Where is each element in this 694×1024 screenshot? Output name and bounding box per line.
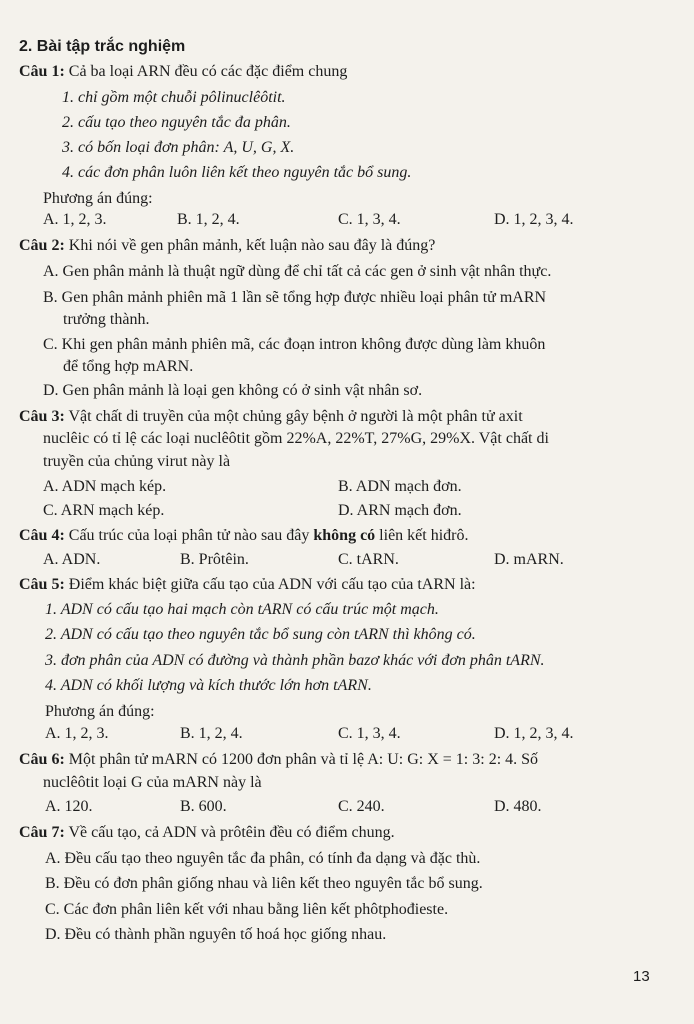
q6-option-a: A. 120.: [45, 798, 93, 815]
q1-answer-label: Phương án đúng:: [43, 190, 153, 207]
q5-statement-4: 4. ADN có khối lượng và kích thước lớn hơn tARN.: [45, 677, 372, 694]
q4-option-c: C. tARN.: [338, 551, 399, 568]
question-3-line-2: nuclêic có tỉ lệ các loại nuclêôtit gồm 22%A, 22%T, 27%G, 29%X. Vật chất di: [43, 430, 549, 447]
question-3: [19, 407, 523, 427]
question-4-text-after: liên kết hiđrô.: [379, 527, 469, 544]
question-4-label: Câu 4:: [19, 527, 65, 544]
q5-statement-1: 1. ADN có cấu tạo hai mạch còn tARN có cấu trúc một mạch.: [45, 601, 439, 618]
question-2-text: Khi nói về gen phân mảnh, kết luận nào sau đây là đúng?: [68, 237, 436, 254]
q5-option-d: D. 1, 2, 3, 4.: [494, 725, 574, 742]
question-4: [19, 526, 468, 546]
question-6-line-1: Một phân tử mARN có 1200 đơn phân và tỉ lệ A: U: G: X = 1: 3: 2: 4. Số: [68, 751, 539, 768]
q1-option-c: C. 1, 3, 4.: [338, 211, 401, 228]
q2-option-b: B. Gen phân mảnh phiên mã 1 lần sẽ tổng hợp được nhiều loại phân tử mARN: [43, 289, 547, 306]
question-4-text-bold: không có: [313, 527, 376, 544]
question-3-line-1: Vật chất di truyền của một chủng gây bệnh ở người là một phân tử axit: [68, 408, 523, 425]
q1-statement-2: 2. cấu tạo theo nguyên tắc đa phân.: [62, 114, 291, 131]
q7-option-c: C. Các đơn phân liên kết với nhau bằng liên kết phôtphođieste.: [45, 901, 449, 918]
question-2-label: Câu 2:: [19, 237, 65, 254]
q2-option-d: D. Gen phân mảnh là loại gen không có ở sinh vật nhân sơ.: [43, 382, 423, 399]
question-3-line-3: truyền của chủng virut này là: [43, 453, 231, 470]
q6-option-d: D. 480.: [494, 798, 542, 815]
q1-option-a: A. 1, 2, 3.: [43, 211, 107, 228]
section-title: 2. Bài tập trắc nghiệm: [19, 38, 186, 55]
question-1: [19, 62, 347, 82]
question-6-label: Câu 6:: [19, 751, 65, 768]
q1-option-b: B. 1, 2, 4.: [177, 211, 240, 228]
q5-option-b: B. 1, 2, 4.: [180, 725, 243, 742]
q5-option-c: C. 1, 3, 4.: [338, 725, 401, 742]
q5-answer-label: Phương án đúng:: [45, 703, 155, 720]
q3-option-b: B. ADN mạch đơn.: [338, 478, 462, 495]
q2-option-b-cont: trưởng thành.: [63, 311, 150, 328]
q3-option-d: D. ARN mạch đơn.: [338, 502, 462, 519]
q2-option-a: A. Gen phân mảnh là thuật ngữ dùng để chỉ tất cả các gen ở sinh vật nhân thực.: [43, 263, 552, 280]
q1-statement-4: 4. các đơn phân luôn liên kết theo nguyên tắc bổ sung.: [62, 164, 412, 181]
question-3-label: Câu 3:: [19, 408, 65, 425]
question-5-text: Điểm khác biệt giữa cấu tạo của ADN với cấu tạo của tARN là:: [68, 576, 476, 593]
question-4-text-before: Cấu trúc của loại phân tử nào sau đây: [68, 527, 310, 544]
q4-option-d: D. mARN.: [494, 551, 564, 568]
question-6-line-2: nuclêôtit loại G của mARN này là: [43, 774, 262, 791]
question-5-label: Câu 5:: [19, 576, 65, 593]
q6-option-c: C. 240.: [338, 798, 385, 815]
question-2: [19, 236, 435, 256]
question-6: [19, 750, 538, 770]
question-7: [19, 823, 395, 843]
q1-statement-3: 3. có bốn loại đơn phân: A, U, G, X.: [62, 139, 295, 156]
page-number: 13: [633, 968, 650, 985]
q4-option-a: A. ADN.: [43, 551, 101, 568]
question-7-label: Câu 7:: [19, 824, 65, 841]
q3-option-a: A. ADN mạch kép.: [43, 478, 167, 495]
q1-statement-1: 1. chỉ gồm một chuỗi pôlinuclêôtit.: [62, 89, 286, 106]
q7-option-d: D. Đều có thành phần nguyên tố hoá học giống nhau.: [45, 926, 387, 943]
q1-option-d: D. 1, 2, 3, 4.: [494, 211, 574, 228]
q5-statement-3: 3. đơn phân của ADN có đường và thành phần bazơ khác với đơn phân tARN.: [45, 652, 545, 669]
q2-option-c-cont: để tổng hợp mARN.: [63, 358, 194, 375]
q6-option-b: B. 600.: [180, 798, 227, 815]
q5-statement-2: 2. ADN có cấu tạo theo nguyên tắc bổ sung còn tARN thì không có.: [45, 626, 476, 643]
q2-option-c: C. Khi gen phân mảnh phiên mã, các đoạn intron không được dùng làm khuôn: [43, 336, 546, 353]
question-5: [19, 575, 476, 595]
q7-option-b: B. Đều có đơn phân giống nhau và liên kết theo nguyên tắc bổ sung.: [45, 875, 483, 892]
question-1-text: Cả ba loại ARN đều có các đặc điểm chung: [68, 63, 348, 80]
question-7-text: Về cấu tạo, cả ADN và prôtêin đều có điểm chung.: [68, 824, 395, 841]
q5-option-a: A. 1, 2, 3.: [45, 725, 109, 742]
q7-option-a: A. Đều cấu tạo theo nguyên tắc đa phân, có tính đa dạng và đặc thù.: [45, 850, 481, 867]
question-1-label: Câu 1:: [19, 63, 65, 80]
q4-option-b: B. Prôtêin.: [180, 551, 249, 568]
q3-option-c: C. ARN mạch kép.: [43, 502, 165, 519]
